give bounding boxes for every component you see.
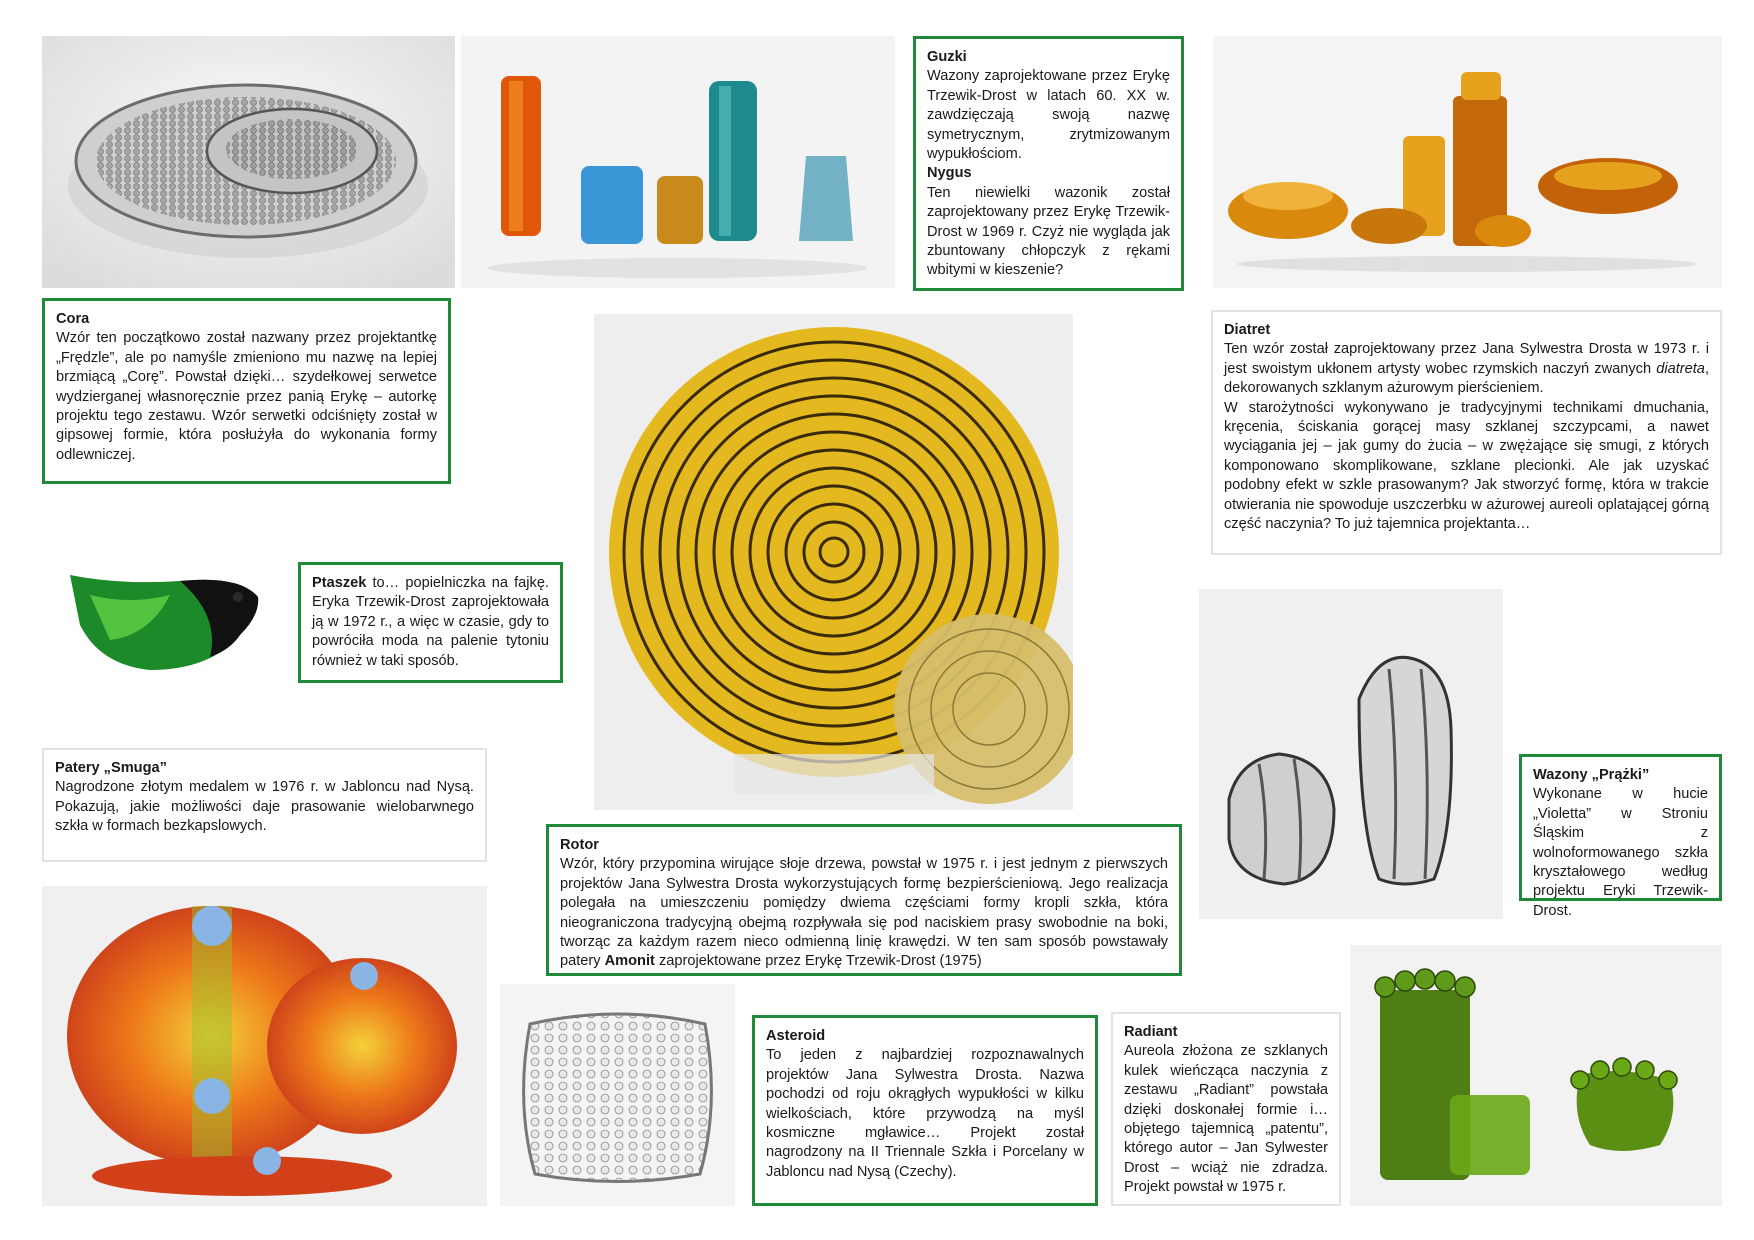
guzki-photo <box>461 36 895 288</box>
smuga-photo <box>42 886 487 1206</box>
ptaszek-photo <box>60 545 265 677</box>
prazki-photo <box>1199 589 1503 919</box>
smuga-description: Nagrodzone złotym medalem w 1976 r. w Jabloncu nad Nysą. Pokazują, jakie możliwości daje prasowanie wielobarwnego szkła w formach bezkapslowych. <box>55 779 474 835</box>
ptaszek-text: to… popielniczka na fajkę. Eryka Trzewik-Drost zaprojektowała ją w 1972 r., a więc w czasie, gdy to powróciła moda na palenie tytoniu również w taki sposób. <box>312 575 549 669</box>
ptaszek-title: Ptaszek <box>312 575 367 591</box>
smuga-title: Patery „Smuga” <box>55 760 167 776</box>
rotor-amonit: Amonit <box>604 953 655 970</box>
radiant-box <box>1111 1012 1341 1206</box>
guzki-title: Guzki <box>927 49 967 65</box>
prazki-box <box>1519 754 1722 919</box>
diatret-text-a: Ten wzór został zaprojektowany przez Jana Sylwestra Drosta w 1973 r. i jest swoistym ukłonem artysty wobec rzymskich naczyń zwanych <box>1224 341 1709 377</box>
ptaszek-box <box>298 562 563 683</box>
cora-title: Cora <box>56 311 90 327</box>
asteroid-box <box>752 1015 1098 1206</box>
guzki-description: Wazony zaprojektowane przez Erykę Trzewik-Drost w latach 60. XX w. zawdzięczają swoją nazwę symetrycznym, zrytmizowanym wypukłościom. <box>927 68 1170 163</box>
smuga-box <box>42 748 487 862</box>
cora-photo <box>42 36 455 288</box>
ptaszek-description <box>312 574 549 671</box>
prazki-title: Wazony „Prążki” <box>1533 767 1650 783</box>
radiant-title: Radiant <box>1124 1024 1178 1040</box>
diatret-photo <box>1213 36 1722 288</box>
diatret-italic-term: diatreta <box>1656 360 1705 377</box>
diatret-box <box>1211 310 1722 555</box>
guzki-nygus-box <box>913 36 1184 291</box>
diatret-title: Diatret <box>1224 322 1271 338</box>
rotor-title: Rotor <box>560 837 599 853</box>
asteroid-photo <box>500 984 735 1206</box>
radiant-description: Aureola złożona ze szklanych kulek wieńcząca naczynia z zestawu „Radiant” powstała dzięki doskonałej formie i… objętego tajemnicą „patentu”, którego autor – Jan Sylwester Drost – wciąż nie zdradza. Projekt powstał w 1975 r. <box>1124 1043 1328 1196</box>
radiant-photo <box>1350 945 1722 1206</box>
rotor-description <box>560 855 1168 971</box>
diatret-text-b: , dekorowanych szklanym ażurowym pierścieniem. <box>1224 360 1709 397</box>
diatret-paragraph-2: W starożytności wykonywano je tradycyjnymi technikami dmuchania, kręcenia, ściskania gorącej masy szklanej szczypcami, a nawet wyciągania jej – jak gumy do żucia – w zwężające się smugi, z których komponowano skomplikowane, szklane plecionki. Ale jak uzyskać podobny efekt w szkle prasowanym? Jak stworzyć formę, która w trakcie otwierania nie spowoduje uszczerbku w ażurowej aureoli oplatającej górną część naczynia? To już tajemnica projektanta… <box>1224 399 1709 533</box>
cora-description: Wzór ten początkowo został nazwany przez projektantkę „Frędzle”, ale po namyśle zmieniono mu nazwę na lepiej brzmiącą „Corę”. Powstał dzięki… szydełkowej serwetce wydzierganej własnoręcznie przez panią Erykę – autorkę projektu tego zestawu. Wzór serwetki odciśnięty został w gipsowej formie, która posłużyła do wykonania formy odlewniczej. <box>56 330 437 463</box>
prazki-description: Wykonane w hucie „Violetta” w Stroniu Śląskim z wolnoformowanego szkła kryształowego według projektu Eryki Trzewik-Drost. <box>1533 786 1708 919</box>
rotor-text-a: Wzór, który przypomina wirujące słoje drzewa, powstał w 1975 r. i jest jednym z pierwszych projektów Jana Sylwestra Drosta wykorzystujących formę bezpierścieniową. Jego realizacja polegała na umieszczeniu pomiędzy dwiema częściami formy kropli szkła, która nieograniczona tradycyjną obejmą rozpływała się pod naciskiem prasy swobodnie na boki, tworząc za każdym razem nieco odmienną linię krawędzi. W ten sam sposób powstawały patery <box>560 856 1168 970</box>
nygus-description: Ten niewielki wazonik został zaprojektowany przez Erykę Trzewik-Drost w 1969 r. Czyż nie wygląda jak zbuntowany chłopczyk z rękami wbitymi w kieszenie? <box>927 184 1170 279</box>
cora-box <box>42 298 451 484</box>
asteroid-description: To jeden z najbardziej rozpoznawalnych projektów Jana Sylwestra Drosta. Nazwa pochodzi od roju okrągłych wypukłości w kilku wielkościach, które przywodzą na myśl kosmiczne mgławice… Projekt został nagrodzony na II Triennale Szkła i Porcelany w Jabloncu nad Nysą (Czechy). <box>766 1047 1084 1180</box>
diatret-paragraph-1 <box>1224 340 1709 398</box>
asteroid-title: Asteroid <box>766 1028 826 1044</box>
rotor-photo <box>594 314 1073 810</box>
rotor-text-b: zaprojektowane przez Erykę Trzewik-Drost (1975) <box>654 953 982 970</box>
rotor-box <box>546 824 1182 976</box>
nygus-title: Nygus <box>927 165 972 182</box>
